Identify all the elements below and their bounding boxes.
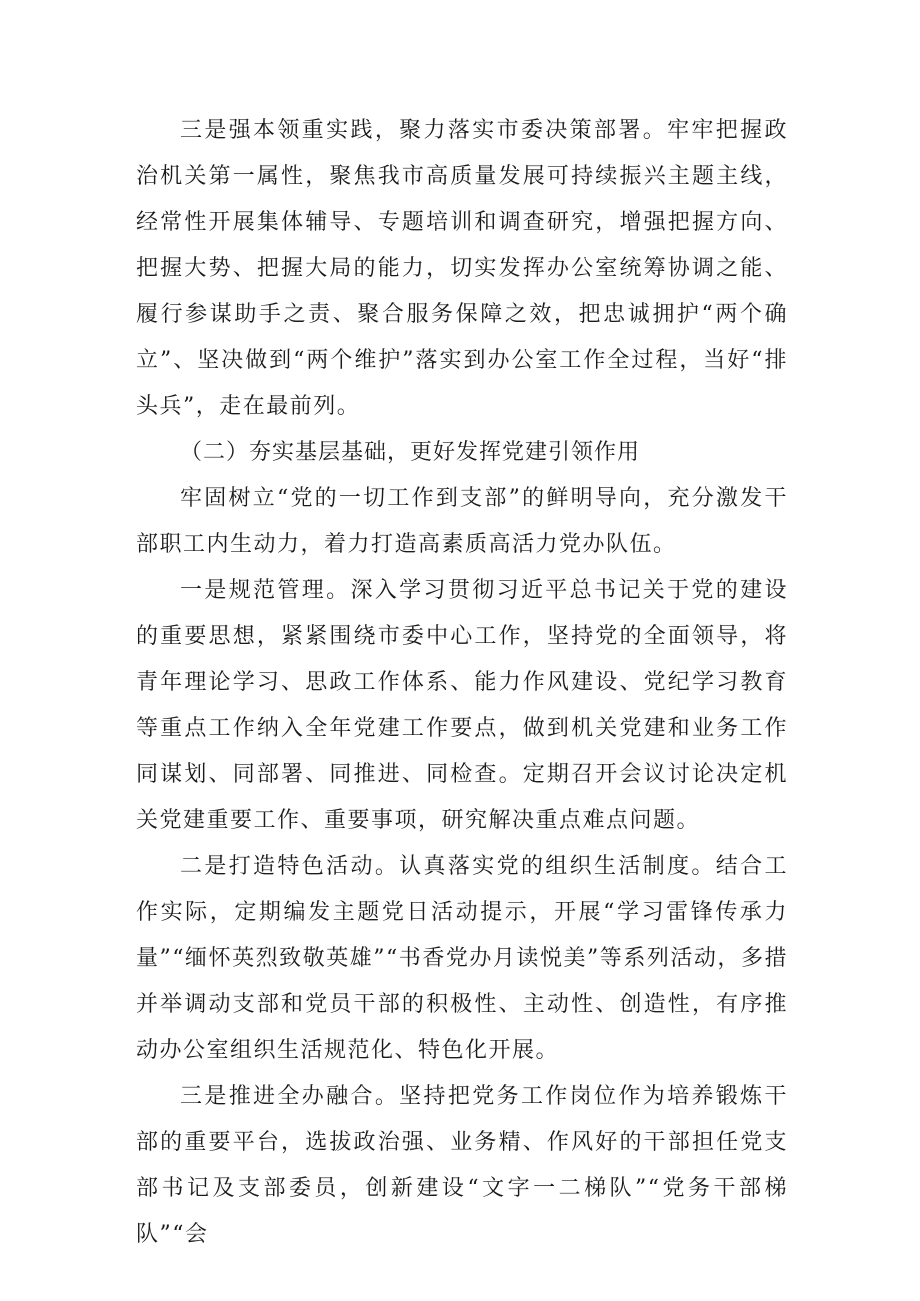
- paragraph-strengthen-ability: 三是强本领重实践，聚力落实市委决策部署。牢牢把握政治机关第一属性，聚焦我市高质量发展可持续振兴主题主线，经常性开展集体辅导、专题培训和调查研究，增强把握方向、把握大势、把握大局的能力，切实发挥办公室统筹协调之能、履行参谋助手之责、聚合服务保障之效，把忠诚拥护“两个确立”、坚决做到“两个维护”落实到办公室工作全过程，当好“排头兵”，走在最前列。: [136, 118, 788, 419]
- document-page: [136, 108, 788, 1258]
- paragraph-featured-activities: 二是打造特色活动。认真落实党的组织生活制度。结合工作实际，定期编发主题党日活动提示，开展“学习雷锋传承力量”“缅怀英烈致敬英雄”“书香党办月读悦美”等系列活动，多措并举调动支部和党员干部的积极性、主动性、创造性，有序推动办公室组织生活规范化、特色化开展。: [136, 854, 788, 1063]
- section-heading-2: （二）夯实基层基础，更好发挥党建引领作用: [180, 440, 641, 465]
- paragraph-standardize-management: 一是规范管理。深入学习贯彻习近平总书记关于党的建设的重要思想，紧紧围绕市委中心工作，坚持党的全面领导，将青年理论学习、思政工作体系、能力作风建设、党纪学习教育等重点工作纳入全年党建工作要点，做到机关党建和业务工作同谋划、同部署、同推进、同检查。定期召开会议讨论决定机关党建重要工作、重要事项，研究解决重点难点问题。: [136, 578, 788, 833]
- paragraph-integration: 三是推进全办融合。坚持把党务工作岗位作为培养锻炼干部的重要平台，选拔政治强、业务精、作风好的干部担任党支部书记及支部委员，创新建设“文字一二梯队”“党务干部梯队”“会: [136, 1084, 788, 1247]
- paragraph-intro: 牢固树立“党的一切工作到支部”的鲜明导向，充分激发干部职工内生动力，着力打造高素质高活力党办队伍。: [136, 486, 788, 557]
